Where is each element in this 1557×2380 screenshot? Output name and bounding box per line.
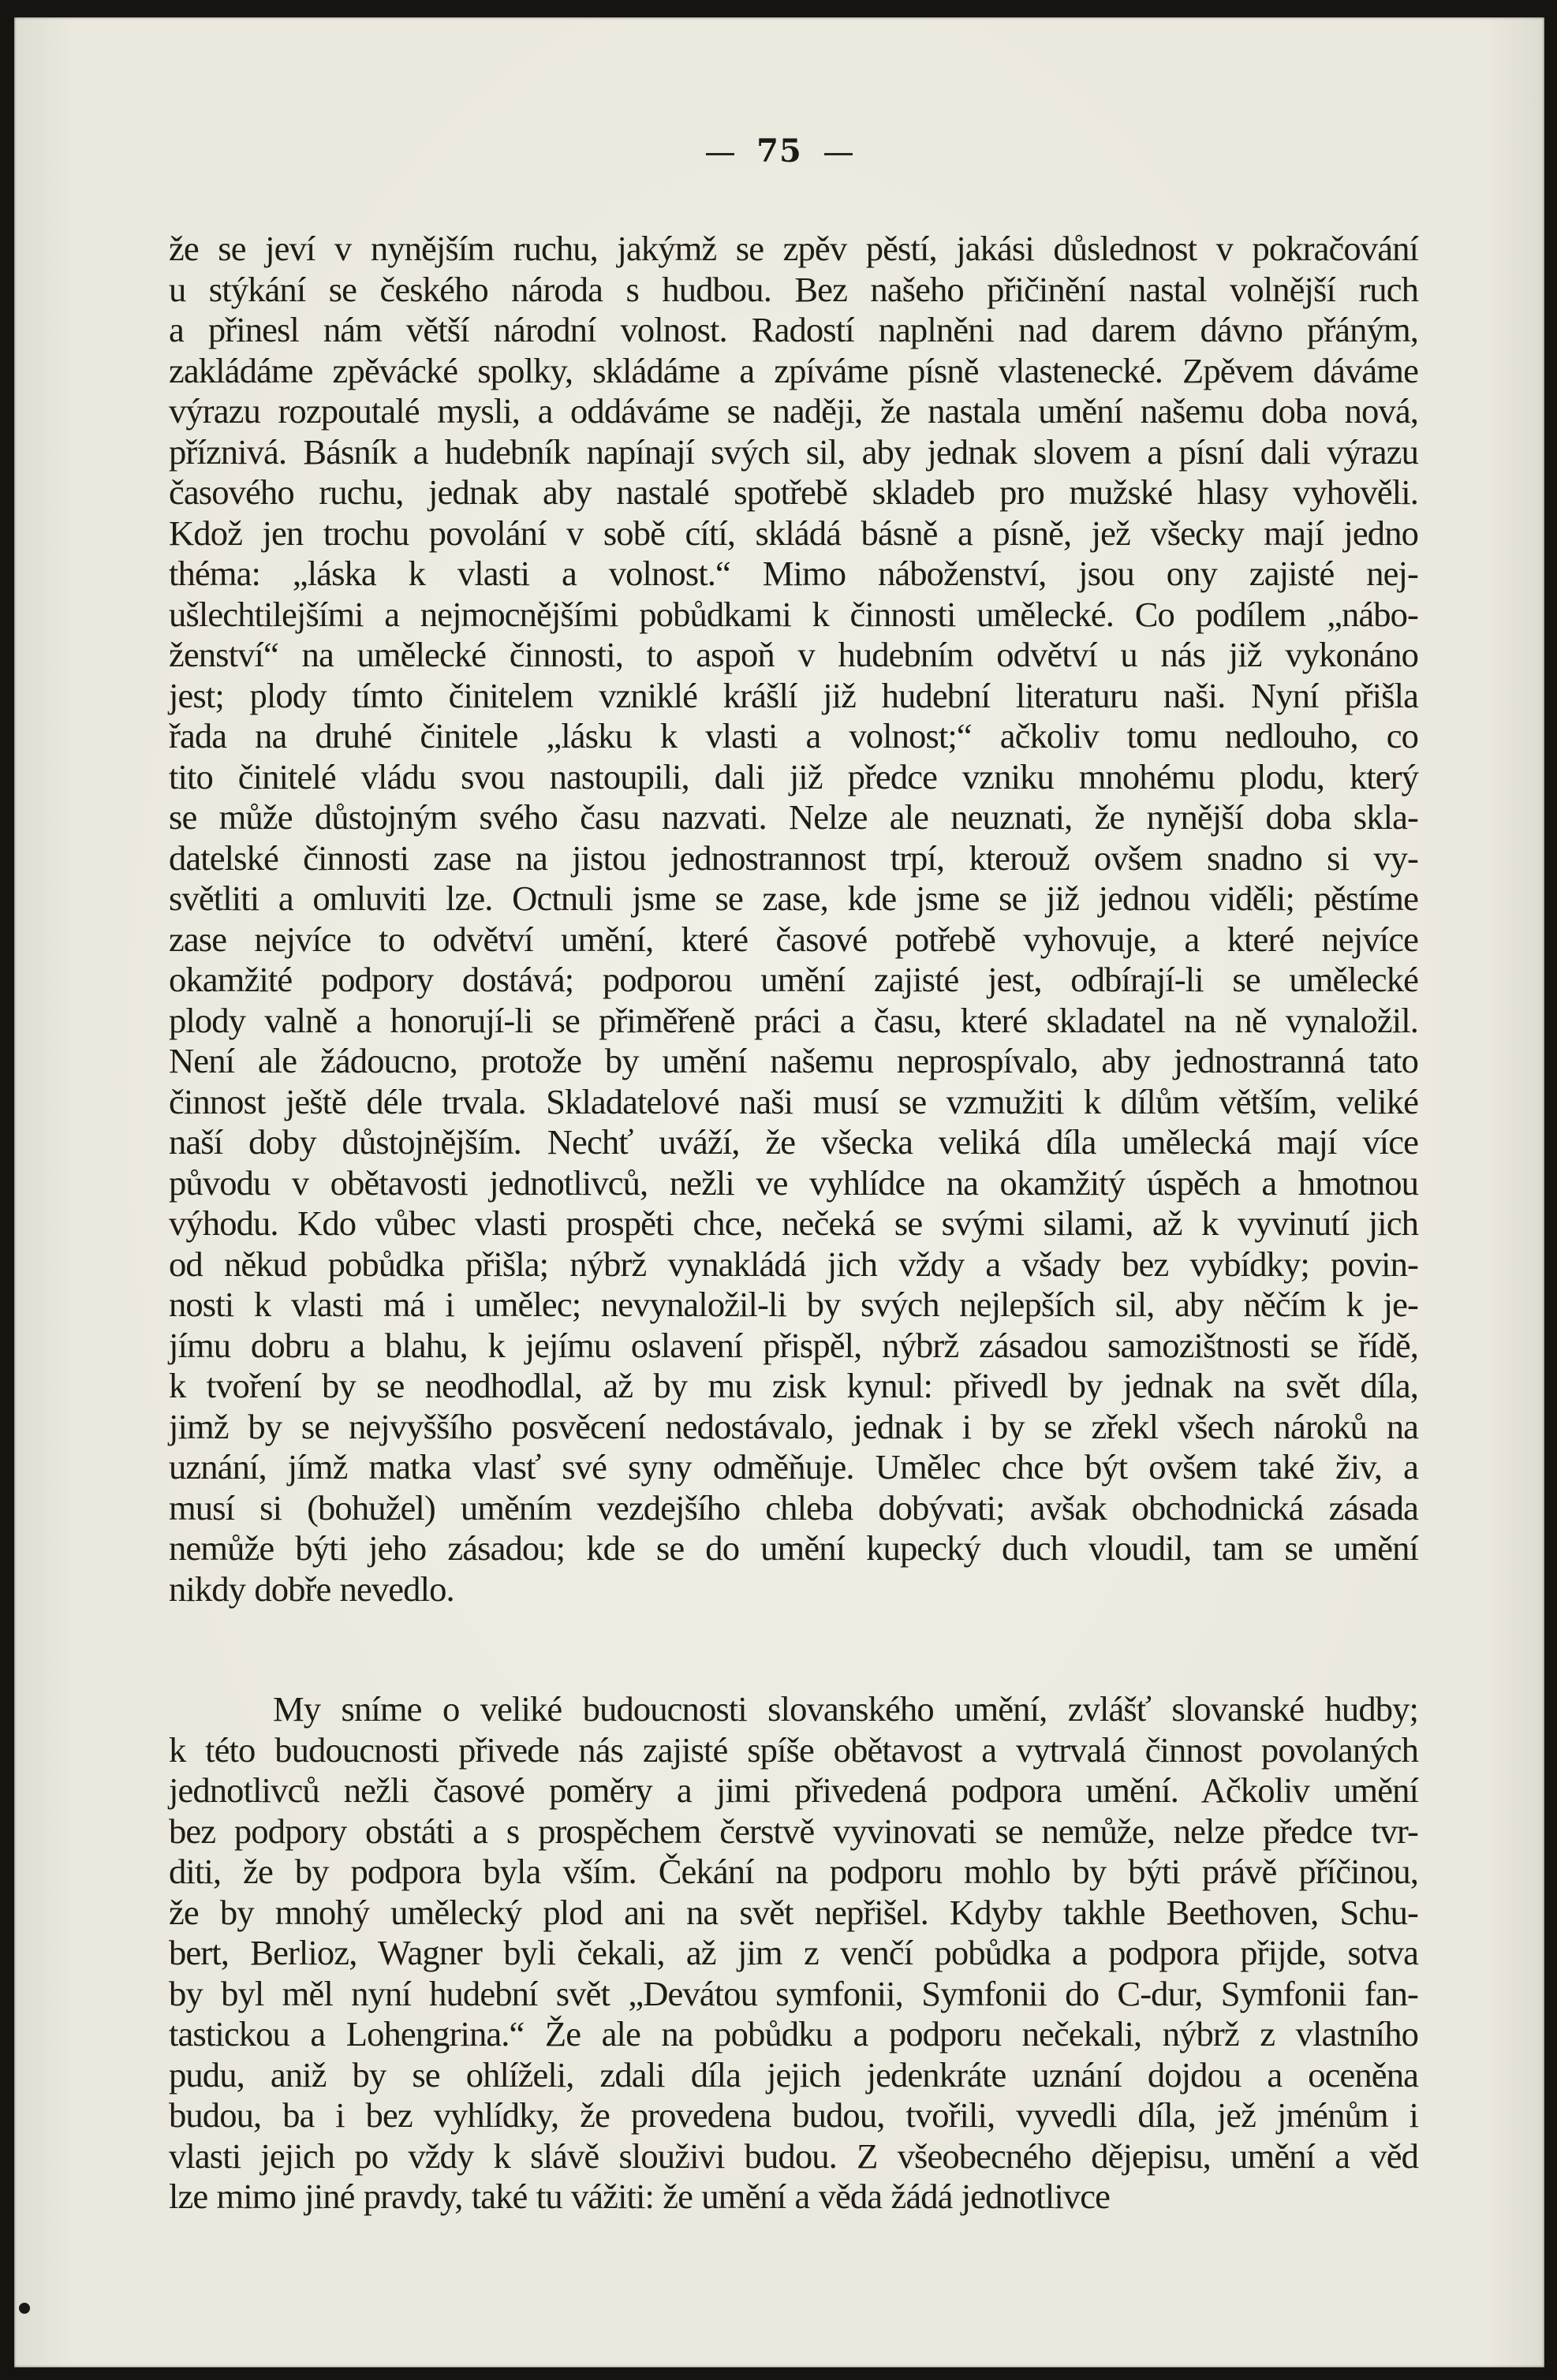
text-line: od někud pobůdka přišla; nýbrž vynakládá jich vždy a všady bez vybídky; povin-: [169, 1244, 1418, 1284]
text-line: k této budoucnosti přivede nás zajisté spíše obětavost a vytrvalá činnost povolaných: [169, 1729, 1418, 1770]
text-line: uznání, jímž matka vlasť své syny odměňuje. Umělec chce být ovšem také živ, a: [169, 1447, 1418, 1487]
text-line: zakládáme zpěvácké spolky, skládáme a zpíváme písně vlastenecké. Zpěvem dáváme: [169, 350, 1418, 390]
book-page: [14, 17, 1544, 2367]
text-line: jimž by se nejvyššího posvěcení nedostávalo, jednak i by se zřekl všech nároků na: [169, 1406, 1418, 1446]
page-number-dash-right: [824, 153, 853, 155]
text-line: jímu dobru a blahu, k jejímu oslavení přispěl, nýbrž zásadou samozištnosti se řídě,: [169, 1325, 1418, 1365]
text-line: ušlechtilejšími a nejmocnějšími pobůdkami k činnosti umělecké. Co podílem „nábo-: [169, 594, 1418, 634]
text-line: u stýkání se českého národa s hudbou. Bez našeho přičinění nastal volnější ruch: [169, 269, 1418, 309]
text-line: plody valně a honorují-li se přiměřeně práci a času, které skladatel na ně vynaložil.: [169, 1000, 1418, 1040]
text-line: théma: „láska k vlasti a volnost.“ Mimo náboženství, jsou ony zajisté nej-: [169, 554, 1418, 593]
text-line: zase nejvíce to odvětví umění, které časové potřebě vyhovuje, a které nejvíce: [169, 919, 1418, 959]
page-number-value: 75: [756, 132, 802, 170]
text-line: jest; plody tímto činitelem vzniklé krášlí již hudební literaturu naši. Nyní přišla: [169, 675, 1418, 715]
text-line: okamžité podpory dostává; podporou umění zajisté jest, odbírají-li se umělecké: [169, 960, 1418, 999]
text-line: že by mnohý umělecký plod ani na svět nepřišel. Kdyby takhle Beethoven, Schu-: [169, 1892, 1418, 1932]
text-line: jednotlivců nežli časové poměry a jimi přivedená podpora umění. Ačkoliv umění: [169, 1770, 1418, 1810]
text-line: Není ale žádoucno, protože by umění našemu neprospívalo, aby jednostranná tato: [169, 1041, 1418, 1080]
text-line: že se jeví v nynějším ruchu, jakýmž se zpěv pěstí, jakási důslednost v pokračování: [169, 229, 1418, 268]
text-line: naší doby důstojnějším. Nechť uváží, že všecka veliká díla umělecká mají více: [169, 1122, 1418, 1162]
text-line: se může důstojným svého času nazvati. Nelze ale neuznati, že nynější doba skla-: [169, 797, 1418, 837]
text-line: a přinesl nám větší národní volnost. Radostí naplněni nad darem dávno přáným,: [169, 310, 1418, 349]
text-line: My sníme o veliké budoucnosti slovanského umění, zvlášť slovanské hudby;: [273, 1689, 1418, 1729]
text-line: k tvoření by se neodhodlal, až by mu zisk kynul: přivedl by jednak na svět díla,: [169, 1366, 1418, 1405]
text-line: výhodu. Kdo vůbec vlasti prospěti chce, nečeká se svými silami, až k vyvinutí jich: [169, 1203, 1418, 1243]
text-line: Kdož jen trochu povolání v sobě cítí, skládá básně a písně, jež všecky mají jedno: [169, 513, 1418, 553]
paragraph-2: [169, 1689, 1418, 2218]
text-line: nemůže býti jeho zásadou; kde se do umění kupecký duch vloudil, tam se umění: [169, 1528, 1418, 1568]
text-line: tastickou a Lohengrina.“ Že ale na pobůdku a podporu nečekali, nýbrž z vlastního: [169, 2014, 1418, 2054]
text-line: ženství“ na umělecké činnosti, to aspoň v hudebním odvětví u nás již vykonáno: [169, 635, 1418, 674]
text-line: tito činitelé vládu svou nastoupili, dali již předce vzniku mnohému plodu, který: [169, 756, 1418, 796]
paragraph-1: [169, 229, 1418, 1610]
text-line: vlasti jejich po vždy k slávě slouživi budou. Z všeobecného dějepisu, umění a věd: [169, 2136, 1418, 2176]
text-line: lze mimo jiné pravdy, také tu vážiti: že umění a věda žádá jednotlivce: [169, 2177, 1110, 2216]
text-line: řada na druhé činitele „lásku k vlasti a volnost;“ ačkoliv tomu nedlouho, co: [169, 716, 1418, 755]
text-line: musí si (bohužel) uměním vezdejšího chleba dobývati; avšak obchodnická zásada: [169, 1487, 1418, 1528]
page-number-dash-left: [706, 153, 734, 155]
text-line: časového ruchu, jednak aby nastalé spotřebě skladeb pro mužské hlasy vyhověli.: [169, 472, 1418, 512]
text-line: bert, Berlioz, Wagner byli čekali, až jim z venčí pobůdka a podpora přijde, sotva: [169, 1933, 1418, 1972]
text-line: datelské činnosti zase na jistou jednostrannost trpí, kterouž ovšem snadno si vy-: [169, 837, 1418, 878]
text-line: pudu, aniž by se ohlíželi, zdali díla jejich jedenkráte uznání dojdou a oceněna: [169, 2054, 1418, 2095]
ink-blot: [19, 2303, 30, 2314]
text-line: nosti k vlasti má i umělec; nevynaložil-li by svých nejlepších sil, aby něčím k je-: [169, 1285, 1418, 1324]
text-line: bez podpory obstáti a s prospěchem čerstvě vyvinovati se nemůže, nelze předce tvr-: [169, 1811, 1418, 1851]
text-line: diti, že by podpora byla vším. Čekání na podporu mohlo by býti právě příčinou,: [169, 1852, 1418, 1891]
text-line: výrazu rozpoutalé mysli, a oddáváme se naději, že nastala umění našemu doba nová,: [169, 391, 1418, 431]
text-line: světliti a omluviti lze. Octnuli jsme se zase, kde jsme se již jednou viděli; pěstíme: [169, 879, 1418, 918]
text-line: původu v obětavosti jednotlivců, nežli ve vyhlídce na okamžitý úspěch a hmotnou: [169, 1162, 1418, 1203]
page-number: [14, 132, 1544, 170]
text-line: nikdy dobře nevedlo.: [169, 1569, 454, 1609]
text-line: příznivá. Básník a hudebník napínají svých sil, aby jednak slovem a písní dali výrazu: [169, 431, 1418, 472]
text-line: činnost ještě déle trvala. Skladatelové naši musí se vzmužiti k dílům větším, veliké: [169, 1081, 1418, 1121]
text-line: by byl měl nyní hudební svět „Devátou symfonii, Symfonii do C-dur, Symfonii fan-: [169, 1973, 1418, 2013]
text-line: budou, ba i bez vyhlídky, že provedena budou, tvořili, vyvedli díla, jež jménům i: [169, 2095, 1418, 2135]
